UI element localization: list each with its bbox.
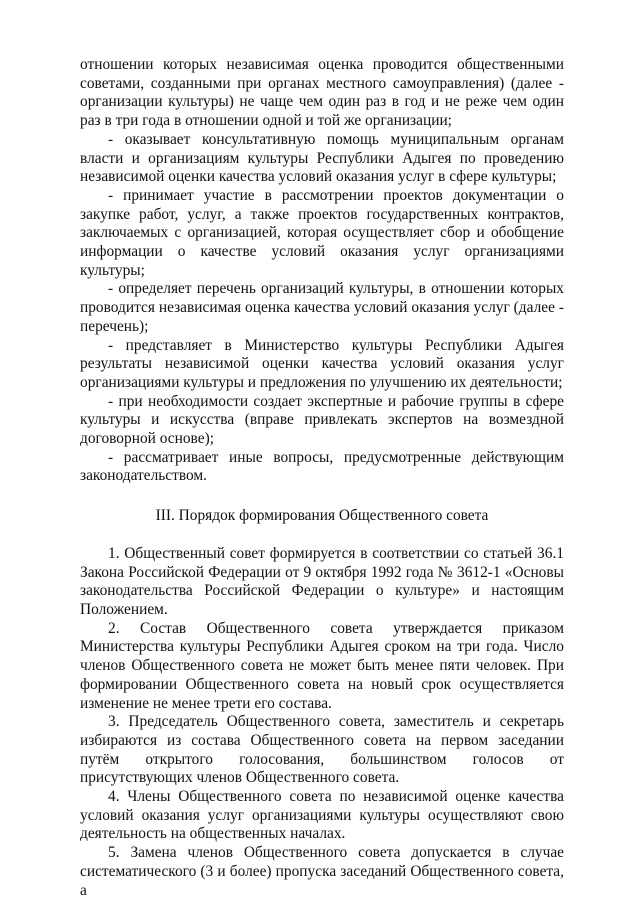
- numbered-paragraph-1: 1. Общественный совет формируется в соответствии со статьей 36.1 Закона Российской Федерации от 9 октября 1992 года № 3612-1 «Основы законодательства Российской Федерации о культуре» и настоящим Положением.: [80, 544, 564, 618]
- list-item-results: - представляет в Министерство культуры Республики Адыгея результаты независимой оценки качества условий оказания услуг организациями культуры и предложения по улучшению их деятельности;: [80, 336, 564, 391]
- list-item-organization-list: - определяет перечень организаций культуры, в отношении которых проводится независимая оценка качества условий оказания услуг (далее - перечень);: [80, 280, 564, 335]
- numbered-paragraph-3: 3. Председатель Общественного совета, заместитель и секретарь избираются из состава Общественного совета на первом заседании путём открытого голосования, большинством голосов от присутствующих членов Общественного совета.: [80, 713, 564, 787]
- numbered-paragraph-5: 5. Замена членов Общественного совета допускается в случае систематического (3 и более) пропуска заседаний Общественного совета, а: [80, 844, 564, 899]
- numbered-paragraph-4: 4. Члены Общественного совета по независимой оценке качества условий оказания услуг организациями культуры осуществляют свою деятельность на общественных началах.: [80, 788, 564, 843]
- list-item-procurement: - принимает участие в рассмотрении проектов документации о закупке работ, услуг, а также проектов государственных контрактов, заключаемых с организацией, которая осуществляет сбор и обобщение информации о качестве условий оказания услуг организациями культуры;: [80, 186, 564, 279]
- list-item-other-issues: - рассматривает иные вопросы, предусмотренные действующим законодательством.: [80, 448, 564, 485]
- document-body: [80, 56, 564, 900]
- numbered-paragraph-2: 2. Состав Общественного совета утверждается приказом Министерства культуры Республики Адыгея сроком на три года. Число членов Общественного совета не может быть менее пяти человек. При формировании Общественного совета на новый срок осуществляется изменение не менее трети его состава.: [80, 619, 564, 712]
- section-heading: III. Порядок формирования Общественного совета: [155, 507, 489, 525]
- list-item-consulting: - оказывает консультативную помощь муниципальным органам власти и организациям культуры Республики Адыгея по проведению независимой оценки качества условий оказания услуг в сфере культуры;: [80, 130, 564, 186]
- paragraph-continuation: отношении которых независимая оценка проводится общественными советами, созданными при органах местного самоуправления) (далее - организации культуры) не чаще чем один раз в год и не реже чем один раз в три года в отношении одной и той же организации;: [80, 56, 564, 130]
- list-item-expert-groups: - при необходимости создает экспертные и рабочие группы в сфере культуры и искусства (вправе привлекать экспертов на возмездной договорной основе);: [80, 392, 564, 448]
